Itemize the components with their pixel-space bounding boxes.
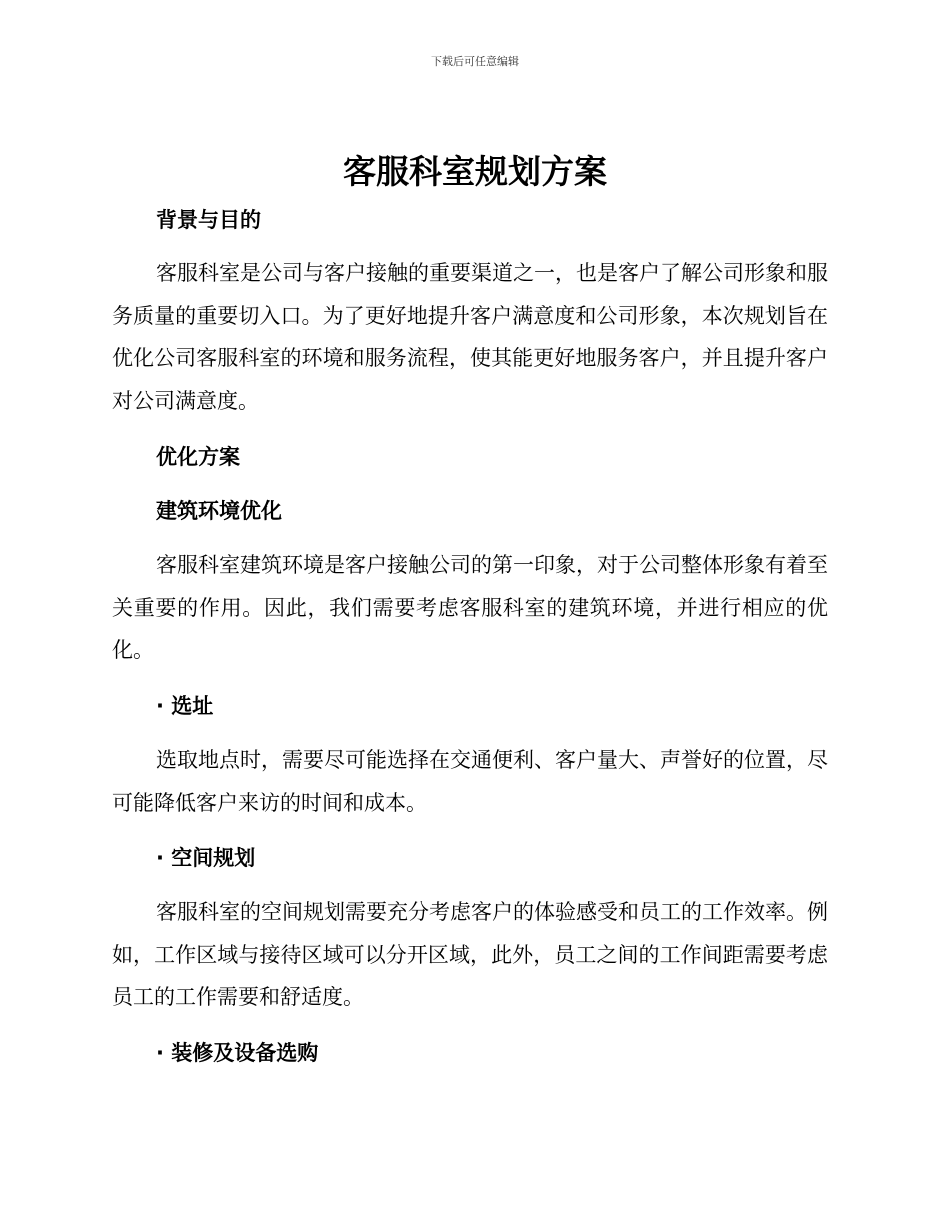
- bullet-heading-location: · 选址: [156, 694, 214, 718]
- section-heading-building: 建筑环境优化: [156, 499, 282, 523]
- paragraph-background: 客服科室是公司与客户接触的重要渠道之一，也是客户了解公司形象和服务质量的重要切入口。为了更好地提升客户满意度和公司形象，本次规划旨在优化公司客服科室的环境和服务流程，使其能更好地服务客户，并且提升客户对公司满意度。: [112, 261, 828, 414]
- bullet-heading-decoration: · 装修及设备选购: [156, 1041, 319, 1065]
- paragraph-building: 客服科室建筑环境是客户接触公司的第一印象，对于公司整体形象有着至关重要的作用。因此，我们需要考虑客服科室的建筑环境，并进行相应的优化。: [112, 553, 828, 663]
- section-heading-background: 背景与目的: [156, 208, 261, 232]
- section-heading-plan: 优化方案: [156, 445, 240, 469]
- document-title: 客服科室规划方案: [343, 152, 607, 191]
- bullet-heading-space: · 空间规划: [156, 846, 256, 870]
- paragraph-location: 选取地点时，需要尽可能选择在交通便利、客户量大、声誉好的位置，尽可能降低客户来访的时间和成本。: [112, 748, 828, 815]
- header-note: 下载后可任意编辑: [431, 55, 519, 68]
- paragraph-space: 客服科室的空间规划需要充分考虑客户的体验感受和员工的工作效率。例如，工作区域与接待区域可以分开区域，此外，员工之间的工作间距需要考虑员工的工作需要和舒适度。: [112, 900, 828, 1010]
